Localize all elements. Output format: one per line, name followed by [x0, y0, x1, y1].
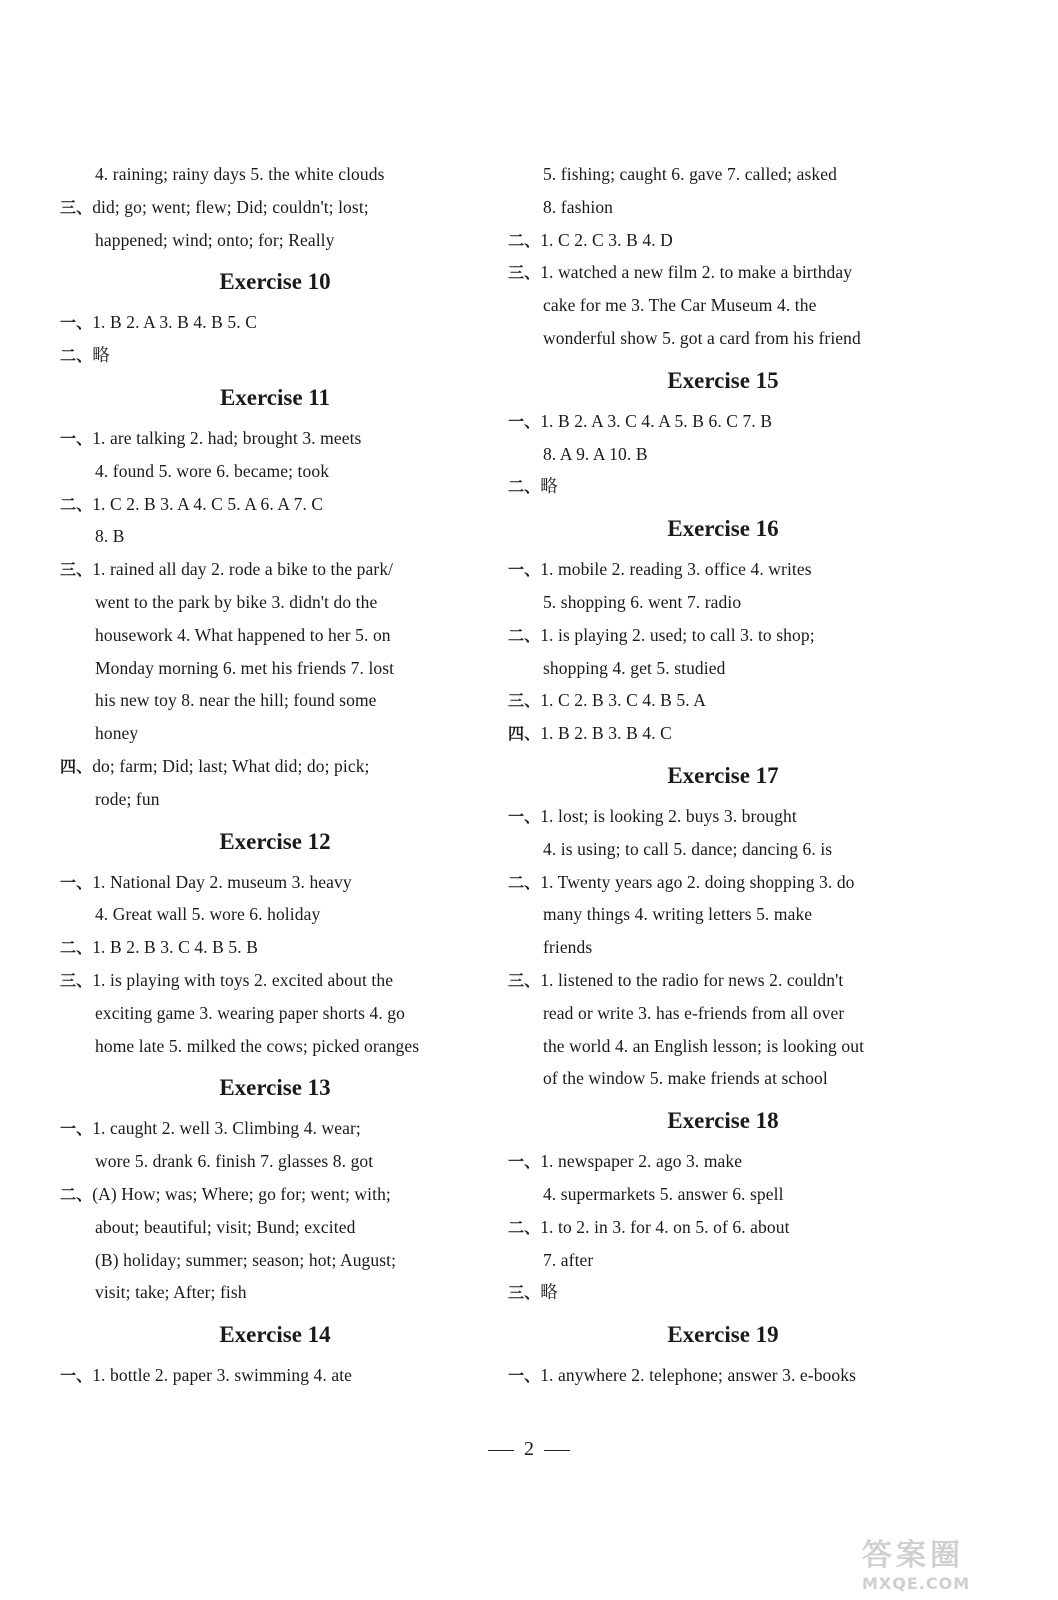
answer-line	[60, 1276, 490, 1309]
section-marker: 一、	[60, 872, 93, 892]
answer-text: 1. C 2. B 3. C 4. B 5. A	[540, 690, 706, 711]
exercise-title: Exercise 15	[667, 367, 779, 393]
section-marker: 三、	[508, 970, 541, 990]
answer-text: the world 4. an English lesson; is looking out	[543, 1035, 865, 1056]
answer-line	[508, 1030, 938, 1063]
answer-line	[508, 224, 938, 257]
answer-line	[508, 1359, 938, 1392]
answer-text: read or write 3. has e-friends from all over	[543, 1002, 845, 1023]
answer-text: 1. lost; is looking 2. buys 3. brought	[540, 805, 797, 826]
answer-text: housework 4. What happened to her 5. on	[95, 624, 391, 645]
section-marker: 二、	[508, 1217, 541, 1237]
answer-line	[508, 619, 938, 652]
answer-line	[60, 619, 490, 652]
answer-text: many things 4. writing letters 5. make	[543, 904, 813, 925]
answer-line	[508, 652, 938, 685]
page-number: 2	[524, 1438, 534, 1460]
answer-line	[60, 422, 490, 455]
answer-line	[60, 997, 490, 1030]
footer-dash-left	[488, 1450, 514, 1451]
section-marker: 三、	[508, 691, 541, 711]
answer-line	[508, 931, 938, 964]
answer-line	[60, 931, 490, 964]
answer-line	[508, 586, 938, 619]
answer-text: (B) holiday; summer; season; hot; August;	[95, 1249, 397, 1270]
answer-text: exciting game 3. wearing paper shorts 4. go	[95, 1002, 405, 1023]
answer-line	[508, 717, 938, 750]
watermark-bottom: MXQE.COM	[862, 1574, 971, 1593]
answer-text: wonderful show 5. got a card from his friend	[543, 327, 861, 348]
answer-line	[508, 322, 938, 355]
left-column	[60, 158, 490, 1392]
answer-text: 4. is using; to call 5. dance; dancing 6. is	[543, 838, 833, 859]
section-marker: 三、	[60, 970, 93, 990]
answer-line	[508, 1244, 938, 1277]
answer-line	[508, 470, 938, 503]
answer-text: 1. B 2. B 3. B 4. C	[540, 723, 672, 744]
section-marker: 四、	[60, 756, 93, 776]
section-marker: 一、	[60, 1366, 93, 1386]
section-marker: 二、	[60, 494, 93, 514]
section-marker: 一、	[508, 806, 541, 826]
answer-text: 1. B 2. B 3. C 4. B 5. B	[92, 937, 258, 958]
answer-line	[508, 898, 938, 931]
exercise-title: Exercise 11	[219, 384, 331, 410]
answer-text: 1. Twenty years ago 2. doing shopping 3. do	[540, 871, 855, 892]
answer-line	[508, 964, 938, 997]
answer-line	[60, 339, 490, 372]
section-marker: 一、	[508, 411, 541, 431]
answer-text: 1. C 2. C 3. B 4. D	[540, 229, 673, 250]
answer-text: 4. supermarkets 5. answer 6. spell	[543, 1183, 784, 1204]
section-marker: 一、	[508, 1152, 541, 1172]
answer-line	[60, 191, 490, 224]
answer-line	[60, 455, 490, 488]
answer-line	[508, 997, 938, 1030]
answer-text: 1. rained all day 2. rode a bike to the park/	[92, 559, 394, 580]
exercise-title: Exercise 16	[667, 516, 779, 542]
section-marker: 二、	[508, 477, 541, 497]
exercise-title: Exercise 14	[219, 1322, 331, 1348]
section-marker: 二、	[60, 1184, 93, 1204]
right-column	[508, 158, 938, 1392]
answer-text: 4. found 5. wore 6. became; took	[95, 460, 330, 481]
answer-text: 1. caught 2. well 3. Climbing 4. wear;	[92, 1118, 361, 1139]
answer-text: 略	[540, 476, 558, 497]
answer-line	[60, 783, 490, 816]
answer-text: 8. A 9. A 10. B	[543, 443, 648, 464]
section-marker: 一、	[60, 428, 93, 448]
answer-line	[60, 306, 490, 339]
answer-text: 5. fishing; caught 6. gave 7. called; asked	[543, 164, 837, 184]
answer-text: 1. is playing 2. used; to call 3. to shop;	[540, 624, 815, 645]
answer-line	[60, 1112, 490, 1145]
section-marker: 一、	[508, 1366, 541, 1386]
answer-text: 1. anywhere 2. telephone; answer 3. e-books	[540, 1365, 856, 1386]
answer-text: (A) How; was; Where; go for; went; with;	[92, 1183, 391, 1204]
section-marker: 二、	[508, 230, 541, 250]
answer-line	[60, 488, 490, 521]
answer-line	[508, 1062, 938, 1095]
answer-text: 1. listened to the radio for news 2. couldn't	[540, 969, 844, 990]
answer-line	[60, 1244, 490, 1277]
exercise-title: Exercise 18	[667, 1108, 779, 1134]
answer-line	[60, 1359, 490, 1392]
answer-line	[508, 866, 938, 899]
answer-text: his new toy 8. near the hill; found some	[95, 690, 377, 711]
answer-text: 7. after	[543, 1249, 594, 1270]
answer-line	[508, 405, 938, 438]
answer-text: 1. watched a new film 2. to make a birthday	[540, 262, 853, 283]
answer-text: friends	[543, 937, 593, 958]
section-marker: 一、	[60, 1119, 93, 1139]
exercise-title: Exercise 19	[667, 1322, 779, 1348]
answer-line	[60, 158, 490, 191]
answer-text: cake for me 3. The Car Museum 4. the	[543, 295, 817, 316]
answer-text: 1. B 2. A 3. B 4. B 5. C	[92, 312, 257, 333]
section-marker: 三、	[60, 560, 93, 580]
answer-line	[508, 191, 938, 224]
section-marker: 一、	[60, 313, 93, 333]
answer-line	[508, 1211, 938, 1244]
answer-line	[508, 256, 938, 289]
answer-text: 1. are talking 2. had; brought 3. meets	[92, 427, 362, 448]
answer-text: Monday morning 6. met his friends 7. lost	[95, 657, 395, 678]
answer-line	[60, 964, 490, 997]
answer-text: wore 5. drank 6. finish 7. glasses 8. got	[95, 1151, 374, 1172]
answer-text: 5. shopping 6. went 7. radio	[543, 591, 742, 612]
page-footer	[0, 1438, 1058, 1461]
answer-text: 1. is playing with toys 2. excited about the	[92, 969, 394, 990]
answer-line	[60, 898, 490, 931]
answer-line	[60, 1178, 490, 1211]
answer-line	[508, 1145, 938, 1178]
answer-text: 略	[540, 1282, 558, 1303]
section-marker: 三、	[508, 263, 541, 283]
answer-text: rode; fun	[95, 788, 160, 809]
answer-text: 4. raining; rainy days 5. the white clouds	[95, 164, 385, 184]
answer-line	[60, 520, 490, 553]
answer-text: 1. bottle 2. paper 3. swimming 4. ate	[92, 1365, 353, 1386]
answer-line	[60, 553, 490, 586]
answer-line	[508, 833, 938, 866]
watermark-logo	[862, 1530, 1032, 1593]
answer-line	[508, 684, 938, 717]
answer-line	[60, 717, 490, 750]
answer-line	[60, 652, 490, 685]
answer-text: 4. Great wall 5. wore 6. holiday	[95, 904, 321, 925]
answer-text: do; farm; Did; last; What did; do; pick;	[92, 755, 370, 776]
answer-text: shopping 4. get 5. studied	[543, 657, 726, 678]
answer-line	[60, 684, 490, 717]
answer-line	[60, 1145, 490, 1178]
footer-dash-right	[544, 1450, 570, 1451]
section-marker: 二、	[508, 872, 541, 892]
answer-line	[508, 1178, 938, 1211]
section-marker: 三、	[508, 1283, 541, 1303]
answer-text: 1. mobile 2. reading 3. office 4. writes	[540, 559, 812, 580]
answer-line	[60, 1030, 490, 1063]
answer-line	[508, 800, 938, 833]
exercise-title: Exercise 13	[219, 1075, 331, 1101]
section-marker: 一、	[508, 560, 541, 580]
exercise-title: Exercise 10	[219, 269, 331, 295]
answer-text: went to the park by bike 3. didn't do the	[95, 591, 378, 612]
answer-line	[508, 438, 938, 471]
answer-text: did; go; went; flew; Did; couldn't; lost;	[92, 196, 369, 217]
section-marker: 二、	[60, 938, 93, 958]
watermark-top: 答案圈	[862, 1538, 964, 1573]
answer-line	[60, 1211, 490, 1244]
answer-text: 1. C 2. B 3. A 4. C 5. A 6. A 7. C	[92, 493, 324, 514]
section-marker: 三、	[60, 197, 93, 217]
answer-text: of the window 5. make friends at school	[543, 1068, 828, 1089]
answer-line	[508, 289, 938, 322]
answer-line	[508, 1276, 938, 1309]
answer-line	[60, 750, 490, 783]
answer-text: visit; take; After; fish	[95, 1282, 247, 1303]
answer-text: 略	[92, 345, 110, 366]
answer-text: 1. newspaper 2. ago 3. make	[540, 1151, 743, 1172]
section-marker: 二、	[60, 346, 93, 366]
answer-text: 8. B	[95, 526, 125, 547]
exercise-title: Exercise 17	[667, 762, 779, 788]
answer-text: 1. National Day 2. museum 3. heavy	[92, 871, 352, 892]
answer-line	[508, 553, 938, 586]
answer-text: about; beautiful; visit; Bund; excited	[95, 1216, 356, 1237]
answer-line	[508, 158, 938, 191]
answer-text: home late 5. milked the cows; picked oranges	[95, 1035, 420, 1056]
answer-text: happened; wind; onto; for; Really	[95, 229, 335, 250]
answer-text: 1. B 2. A 3. C 4. A 5. B 6. C 7. B	[540, 410, 773, 431]
answer-text: 1. to 2. in 3. for 4. on 5. of 6. about	[540, 1216, 790, 1237]
answer-text: 8. fashion	[543, 196, 614, 217]
answer-line	[60, 224, 490, 257]
exercise-title: Exercise 12	[219, 828, 331, 854]
section-marker: 四、	[508, 724, 541, 744]
answer-line	[60, 866, 490, 899]
answer-line	[60, 586, 490, 619]
answer-text: honey	[95, 723, 139, 744]
section-marker: 二、	[508, 625, 541, 645]
